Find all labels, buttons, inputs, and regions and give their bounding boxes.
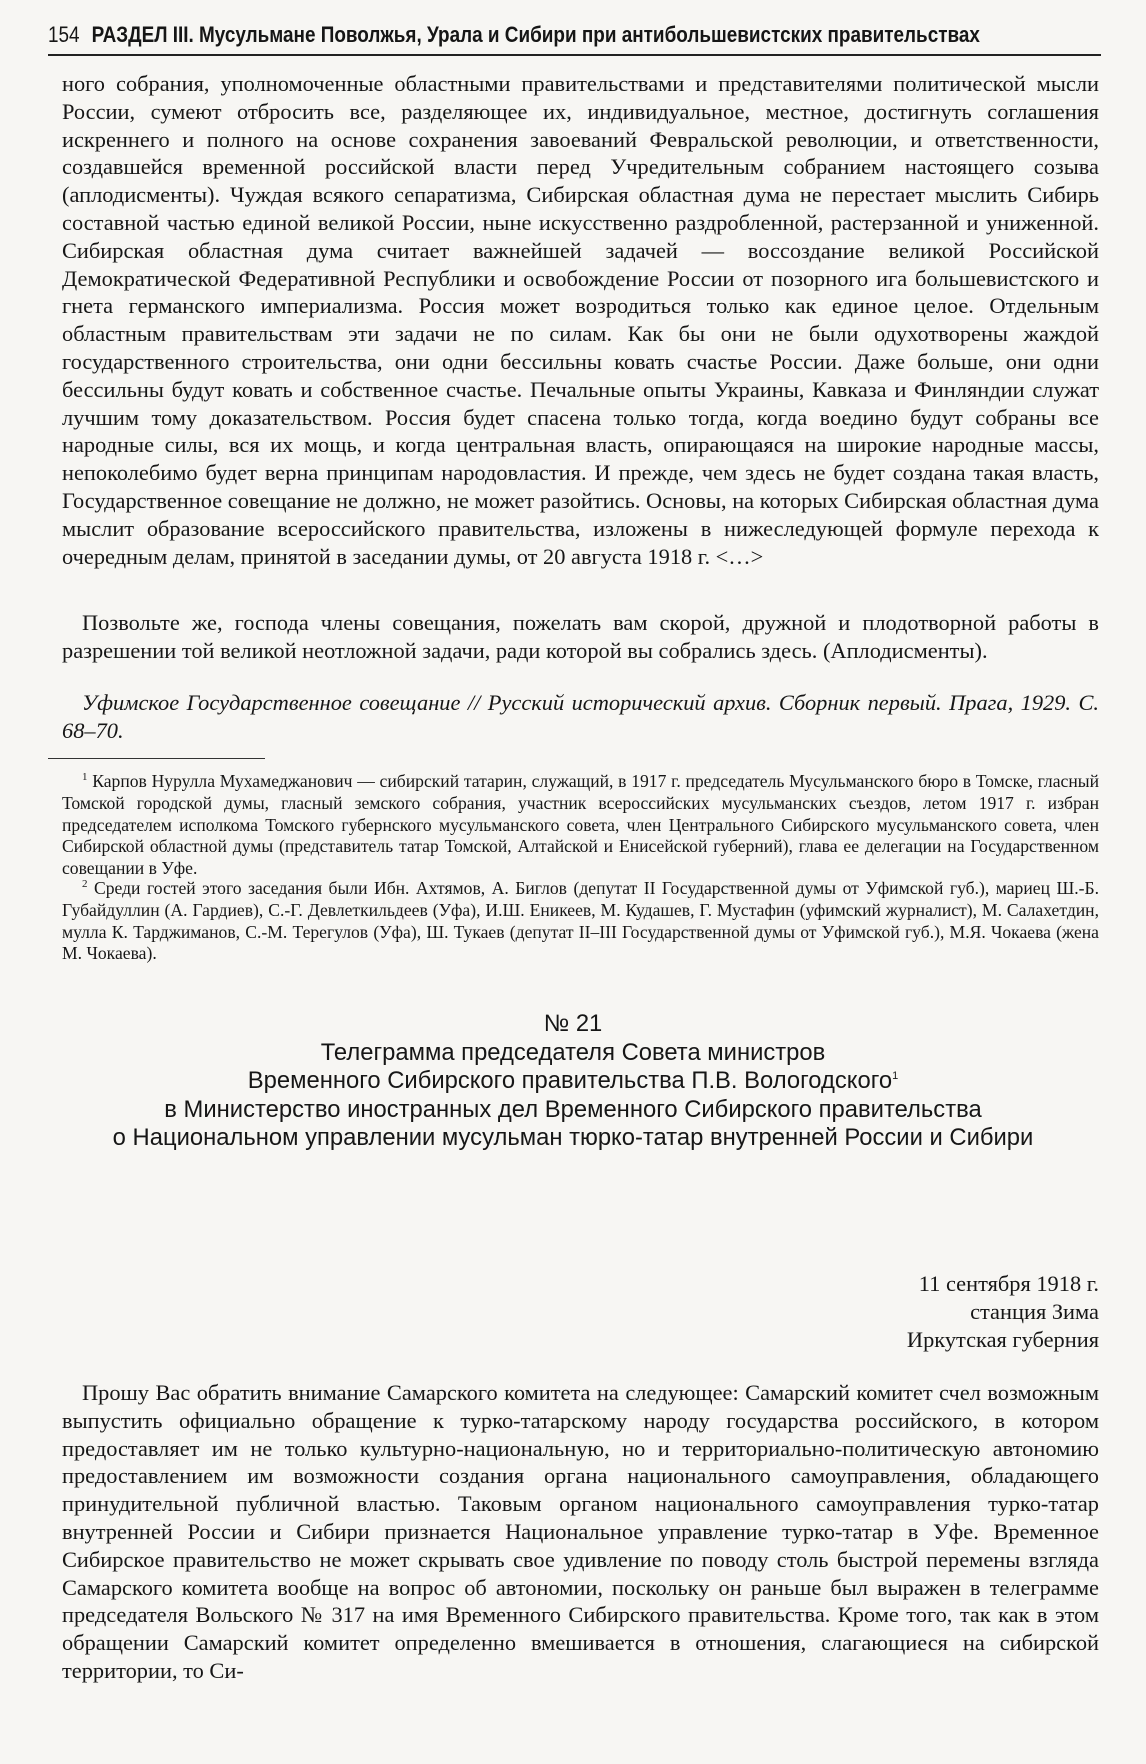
source-citation: Уфимское Государственное совещание // Русский исторический архив. Сборник первый. Прага, 1929. С. 68–70. xyxy=(62,690,1099,743)
document-place: станция Зима xyxy=(970,1299,1099,1324)
footnote-mark: 1 xyxy=(892,1070,899,1083)
header-rule xyxy=(48,54,1101,56)
document-title-line: Телеграмма председателя Совета министров xyxy=(320,1038,826,1066)
footnote-text: Карпов Нурулла Мухамеджанович — сибирский татарин, служащий, в 1917 г. председатель Мусульманского бюро в Томске, гласный Томской городской думы, гласный земского собрания, участник всероссийских мусульманских съездов, летом 1917 г. избран председателем исполкома Томского губернского мусульманского совета, член Центрального Сибирского мусульманского совета, член Сибирской областной думы (представитель татар Томской, Алтайской и Енисейской губерний), глава ее делегации на Государственном совещании в Уфе. xyxy=(62,771,1099,879)
document-date: 11 сентября 1918 г. xyxy=(918,1271,1099,1296)
paragraph-closing: Позвольте же, господа члены совещания, пожелать вам скорой, дружной и плодотворной работы в разрешении той великой неотложной задачи, ради которой вы собрались здесь. (Аплодисменты). xyxy=(62,610,1099,663)
footnote-rule xyxy=(48,758,265,759)
document-title-line xyxy=(0,1067,1146,1096)
footnote-mark: 1 xyxy=(82,771,88,784)
footnote-1 xyxy=(62,771,1099,880)
footnote-mark: 2 xyxy=(82,878,88,891)
running-title: РАЗДЕЛ III. Мусульмане Поволжья, Урала и Сибири при антибольшевистских правительствах xyxy=(91,22,980,47)
document-heading xyxy=(0,1010,1146,1153)
page-number: 154 xyxy=(48,22,80,47)
document-region: Иркутская губерния xyxy=(906,1327,1099,1352)
running-header xyxy=(48,22,980,48)
document-title-text: Временного Сибирского правительства П.В. Вологодского xyxy=(247,1067,893,1094)
paragraph-continuation: ного собрания, уполномоченные областными правительствами и представителями политической мысли России, сумеют отбросить все, разделяющее их, индивидуальное, местное, достигнуть соглашения искреннего и полного на основе сохранения завоеваний Февральской революции, и ответственности, создавшейся временной российской власти перед Учредительным собранием настоящего созыва (аплодисменты). Чуждая всякого сепаратизма, Сибирская областная дума не перестает мыслить Сибирь составной частью единой великой России, ныне искусственно раздробленной, растерзанной и униженной. Сибирская областная дума считает важнейшей задачей — воссоздание великой Российской Демократической Федеративной Республики и освобождение России от позорного ига большевистского и гнета германского империализма. Россия может возродиться только как единое целое. Отдельным областным правительствам эти задачи не по силам. Как бы они не были одухотворены жаждой государственного строительства, они одни бессильны ковать счастье России. Даже больше, они одни бессильны будут ковать и собственное счастье. Печальные опыты Украины, Кавказа и Финляндии служат лучшим тому доказательством. Россия будет спасена только тогда, когда воедино будут собраны все народные силы, вся их мощь, и когда центральная власть, опирающаяся на широкие народные массы, непоколебимо будет верна принципам народовластия. И прежде, чем здесь не будет создана такая власть, Государственное совещание не должно, не может разойтись. Основы, на которых Сибирская областная дума мыслит образование всероссийского правительства, изложены в нижеследующей формуле перехода к очередным делам, принятой в заседании думы, от 20 августа 1918 г. <…> xyxy=(62,71,1099,569)
document-body: Прошу Вас обратить внимание Самарского комитета на следующее: Самарский комитет счел возможным выпустить официально обращение к турко-татарскому народу государства российского, в котором предоставляет им не только культурно-национальную, но и территориально-политическую автономию предоставлением им возможности создания органа национального самоуправления, обладающего принудительной публичной властью. Таковым органом национального самоуправления турко-татар внутренней России и Сибири признается Национальное управление турко-татар в Уфе. Временное Сибирское правительство не может скрывать свое удивление по поводу столь быстрой перемены взгляда Самарского комитета вообще на вопрос об автономии, поскольку он раньше был выражен в телеграмме председателя Вольского № 317 на имя Временного Сибирского правительства. Кроме того, так как в этом обращении Самарский комитет определенно вмешивается в отношения, слагающиеся на сибирской территории, то Си- xyxy=(62,1380,1099,1683)
document-title-line: о Национальном управлении мусульман тюрко-татар внутренней России и Сибири xyxy=(112,1124,1034,1151)
footnote-text: Среди гостей этого заседания были Ибн. Ахтямов, А. Биглов (депутат II Государственной думы от Уфимской губ.), мариец Ш.-Б. Губайдуллин (А. Гардиев), С.-Г. Девлеткильдеев (Уфа), И.Ш. Еникеев, М. Кудашев, Г. Мустафин (уфимский журналист), М. Салахетдин, мулла К. Тарджиманов, С.-М. Терегулов (Уфа), Ш. Тукаев (депутат II–III Государственной думы от Уфимской губ.), М.Я. Чокаева (жена М. Чокаева). xyxy=(62,878,1099,964)
document-title-line: в Министерство иностранных дел Временного Сибирского правительства xyxy=(164,1095,982,1123)
footnote-2 xyxy=(62,878,1099,965)
document-number: № 21 xyxy=(543,1010,603,1037)
document-dateline xyxy=(907,1270,1099,1354)
